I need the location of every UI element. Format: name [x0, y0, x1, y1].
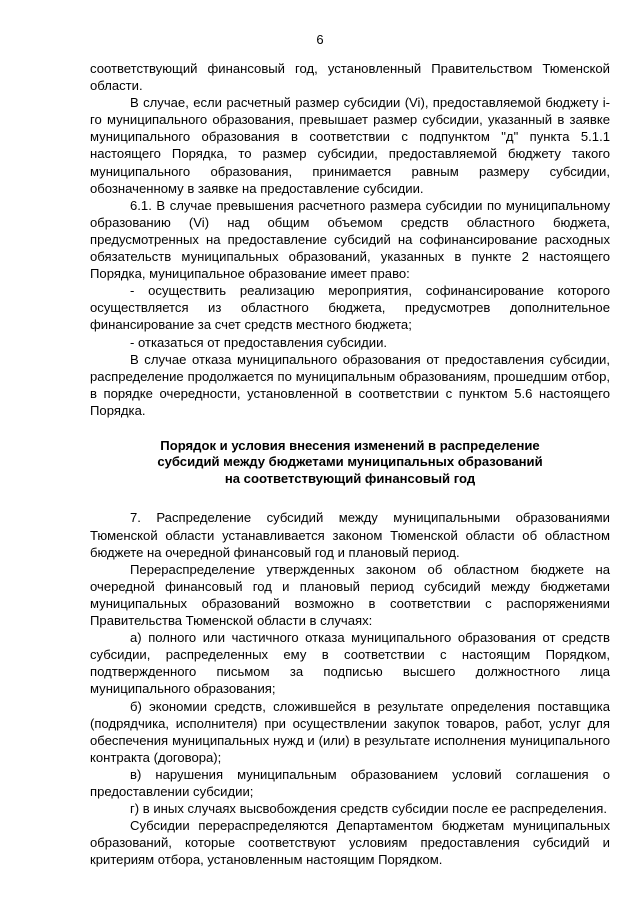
paragraph: соответствующий финансовый год, установленный Правительством Тюменской области. [90, 61, 610, 94]
list-item: - осуществить реализацию мероприятия, софинансирование которого осуществляется из областного бюджета, предусмотрев дополнительное финансирование за счет средств местного бюджета; [90, 283, 610, 333]
section-heading-line: субсидий между бюджетами муниципальных образований [157, 454, 543, 470]
section-heading-line: на соответствующий финансовый год [224, 470, 476, 486]
list-item: в) нарушения муниципальным образованием условий соглашения о предоставлении субсидии; [90, 766, 610, 799]
section-heading-line: Порядок и условия внесения изменений в распределение [160, 437, 540, 453]
paragraph: Субсидии перераспределяются Департаментом бюджетам муниципальных образований, которые соответствуют условиям предоставления субсидий и критериям отбора, установленным настоящим Порядком. [90, 818, 610, 868]
paragraph: В случае отказа муниципального образования от предоставления субсидии, распределение продолжается по муниципальным образованиям, прошедшим отбор, в порядке очередности, установленной в соответствии с пунктом 5.6 настоящего Порядка. [90, 351, 610, 418]
section-heading [90, 438, 610, 488]
list-item: - отказаться от предоставления субсидии. [130, 334, 388, 350]
list-item: а) полного или частичного отказа муниципального образования от средств субсидии, распределенных ему в соответствии с настоящим Порядком, подтвержденного письмом за подписью высшего должностного лица муниципального образования; [90, 630, 610, 697]
paragraph: 6.1. В случае превышения расчетного размера субсидии по муниципальному образованию (Vi) над общим объемом средств областного бюджета, предусмотренных на предоставление субсидий на софинансирование расходных обязательств муниципальных образований, указанных в пункте 2 настоящего Порядка, муниципальное образование имеет право: [90, 197, 610, 282]
paragraph: В случае, если расчетный размер субсидии (Vi), предоставляемой бюджету i-го муниципального образования, превышает размер субсидии, указанный в заявке муниципального образования в соответствии с подпунктом "д" пункта 5.1.1 настоящего Порядка, то размер субсидии, предоставляемой бюджету такого муниципального образования, принимается равным размеру субсидии, обозначенному в заявке на предоставление субсидии. [90, 95, 610, 196]
document-body [90, 60, 610, 868]
paragraph: 7. Распределение субсидий между муниципальными образованиями Тюменской области устанавливается законом Тюменской области об областном бюджете на очередной финансовый год и плановый период. [90, 510, 610, 560]
list-item: б) экономии средств, сложившейся в результате определения поставщика (подрядчика, исполнителя) при осуществлении закупок товаров, работ, услуг для обеспечения муниципальных нужд и (или) в результате исполнения муниципального контракта (договора); [90, 698, 610, 765]
page-number: 6 [316, 32, 324, 47]
paragraph: Перераспределение утвержденных законом об областном бюджете на очередной финансовый год и плановый период субсидий между бюджетами муниципальных образований возможно в соответствии с распоряжениями Правительства Тюменской области в случаях: [90, 561, 610, 629]
list-item: г) в иных случаях высвобождения средств субсидии после ее распределения. [130, 801, 608, 817]
